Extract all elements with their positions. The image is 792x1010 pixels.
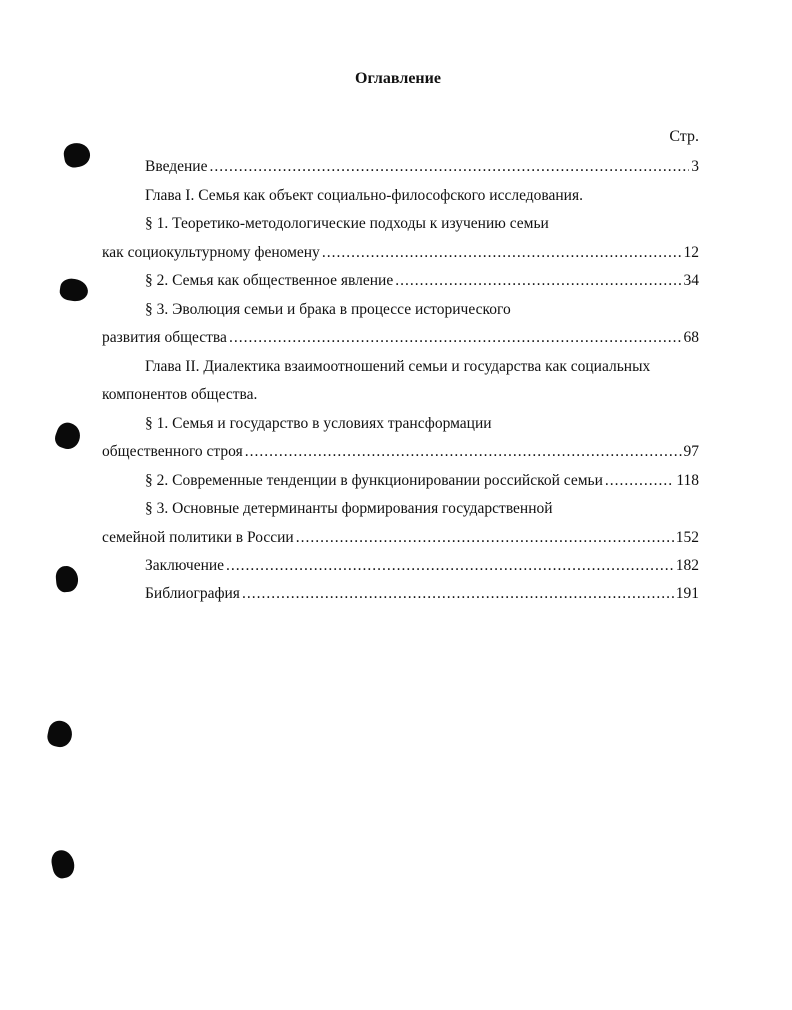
toc-entry-ch1-s3-line1: § 3. Эволюция семьи и брака в процессе исторического	[145, 301, 511, 318]
punch-hole-mark	[49, 848, 76, 880]
toc-entry-ch1-s1-line1: § 1. Теоретико-методологические подходы к изучению семьи	[145, 215, 549, 232]
leader-dots	[322, 243, 682, 263]
toc-page-number: 68	[683, 329, 699, 346]
toc-entry-text: Введение	[145, 158, 208, 175]
toc-page-number: 118	[676, 472, 699, 489]
toc-entry-ch1-s2	[145, 271, 699, 291]
toc-entry-bibliography	[145, 584, 699, 604]
toc-title: Оглавление	[355, 70, 441, 87]
punch-hole-mark	[62, 141, 92, 169]
punch-hole-mark	[52, 420, 83, 453]
toc-entry-ch2-s1-line2	[102, 442, 699, 462]
leader-dots	[605, 471, 674, 491]
toc-entry-text: развития общества	[102, 329, 227, 346]
toc-entry-ch1-s3-line2	[102, 328, 699, 348]
toc-page-number: 97	[683, 443, 699, 460]
toc-page-number: 3	[691, 158, 699, 175]
toc-entry-ch1-s1-line2	[102, 243, 699, 263]
page-column-label: Стр.	[669, 128, 699, 145]
toc-entry-text: § 2. Семья как общественное явление	[145, 272, 394, 289]
punch-hole-mark	[59, 277, 90, 303]
toc-entry-ch2-s2	[145, 471, 699, 491]
leader-dots	[296, 528, 674, 548]
toc-chapter-2-heading-line1: Глава II. Диалектика взаимоотношений семьи и государства как социальных	[145, 358, 651, 375]
toc-entry-text: Заключение	[145, 557, 225, 574]
toc-entry-text: общественного строя	[102, 443, 243, 460]
toc-entry-ch2-s3-line1: § 3. Основные детерминанты формирования государственной	[145, 500, 553, 517]
leader-dots	[242, 584, 674, 604]
toc-entry-ch2-s1-line1: § 1. Семья и государство в условиях трансформации	[145, 415, 492, 432]
toc-entry-conclusion	[145, 556, 699, 576]
toc-page-number: 12	[683, 244, 699, 261]
toc-entry-ch2-s3-line2	[102, 528, 699, 548]
toc-entry-text: как социокультурному феномену	[102, 244, 320, 261]
leader-dots	[226, 556, 674, 576]
leader-dots	[209, 157, 689, 177]
toc-chapter-2-heading-line2: компонентов общества.	[102, 386, 258, 403]
punch-hole-mark	[46, 719, 75, 749]
leader-dots	[245, 442, 682, 462]
leader-dots	[395, 271, 681, 291]
toc-page-number: 152	[675, 529, 699, 546]
toc-page-number: 34	[683, 272, 699, 289]
punch-hole-mark	[55, 565, 79, 593]
toc-entry-text: Библиография	[145, 585, 240, 602]
toc-entry-intro	[145, 157, 699, 177]
leader-dots	[229, 328, 682, 348]
toc-page-number: 191	[675, 585, 699, 602]
toc-entry-text: § 2. Современные тенденции в функционировании российской семьи	[145, 472, 603, 489]
toc-page-number: 182	[675, 557, 699, 574]
toc-chapter-1-heading: Глава I. Семья как объект социально-философского исследования.	[145, 187, 583, 204]
toc-entry-text: семейной политики в России	[102, 529, 294, 546]
